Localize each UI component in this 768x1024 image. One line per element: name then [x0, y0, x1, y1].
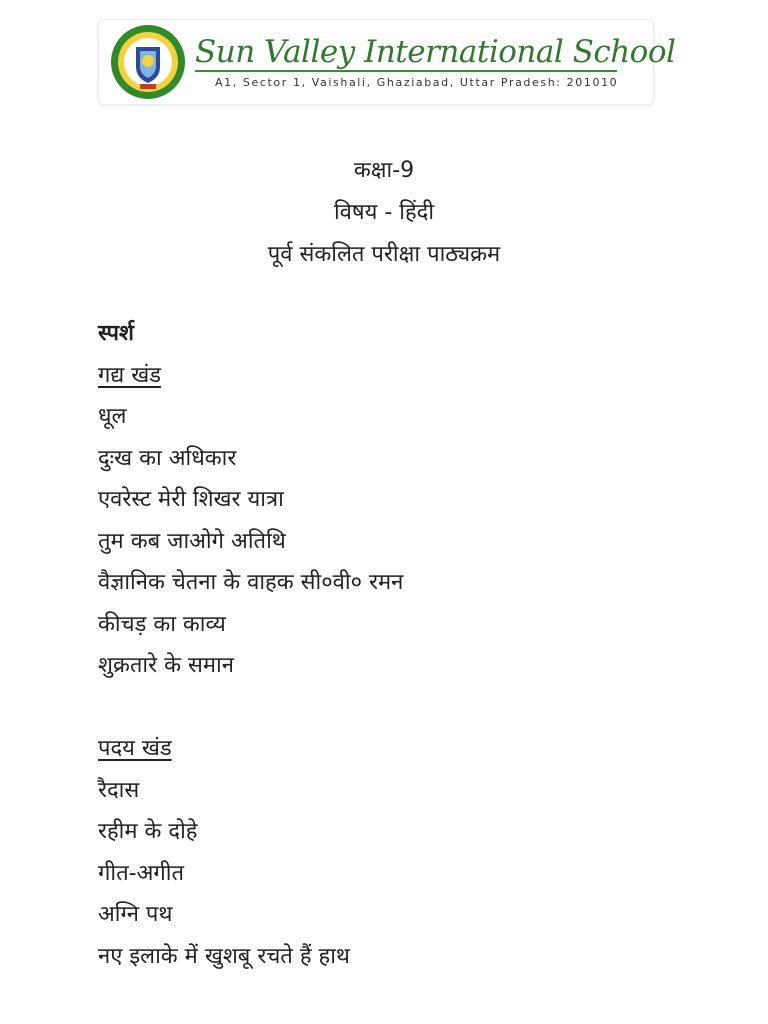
school-address: A1, Sector 1, Vaishali, Ghaziabad, Uttar Pradesh: 201010 — [215, 76, 619, 89]
school-header — [98, 19, 676, 105]
exam-title: पूर्व संकलित परीक्षा पाठ्यक्रम — [267, 242, 501, 267]
poetry-heading: पदय खंड — [98, 736, 172, 761]
school-name: Sun Valley International School — [195, 34, 676, 70]
syllabus-content — [98, 313, 698, 977]
list-item: शुक्रतारे के समान — [98, 653, 234, 678]
list-item: रैदास — [98, 777, 140, 803]
school-name-rule — [195, 70, 617, 72]
list-item: एवरेस्ट मेरी शिखर यात्रा — [98, 487, 284, 512]
list-item: अग्नि पथ — [98, 902, 173, 927]
document-title — [0, 150, 768, 276]
subject-title: विषय - हिंदी — [333, 200, 435, 225]
section-gap — [98, 687, 698, 729]
list-item: नए इलाके में खुशबू रचते हैं हाथ — [98, 943, 350, 969]
list-item: कीचड़ का काव्य — [98, 611, 226, 637]
list-item: गीत-अगीत — [98, 860, 184, 886]
list-item: धूल — [98, 404, 127, 429]
section-name: स्पर्श — [98, 321, 135, 346]
list-item: रहीम के दोहे — [98, 819, 198, 844]
prose-heading: गद्य खंड — [98, 362, 162, 388]
school-logo — [107, 23, 189, 101]
list-item: वैज्ञानिक चेतना के वाहक सी०वी० रमन — [98, 570, 404, 595]
list-item: दुःख का अधिकार — [98, 445, 237, 471]
class-title: कक्षा-9 — [353, 158, 415, 183]
list-item: तुम कब जाओगे अतिथि — [98, 528, 286, 554]
